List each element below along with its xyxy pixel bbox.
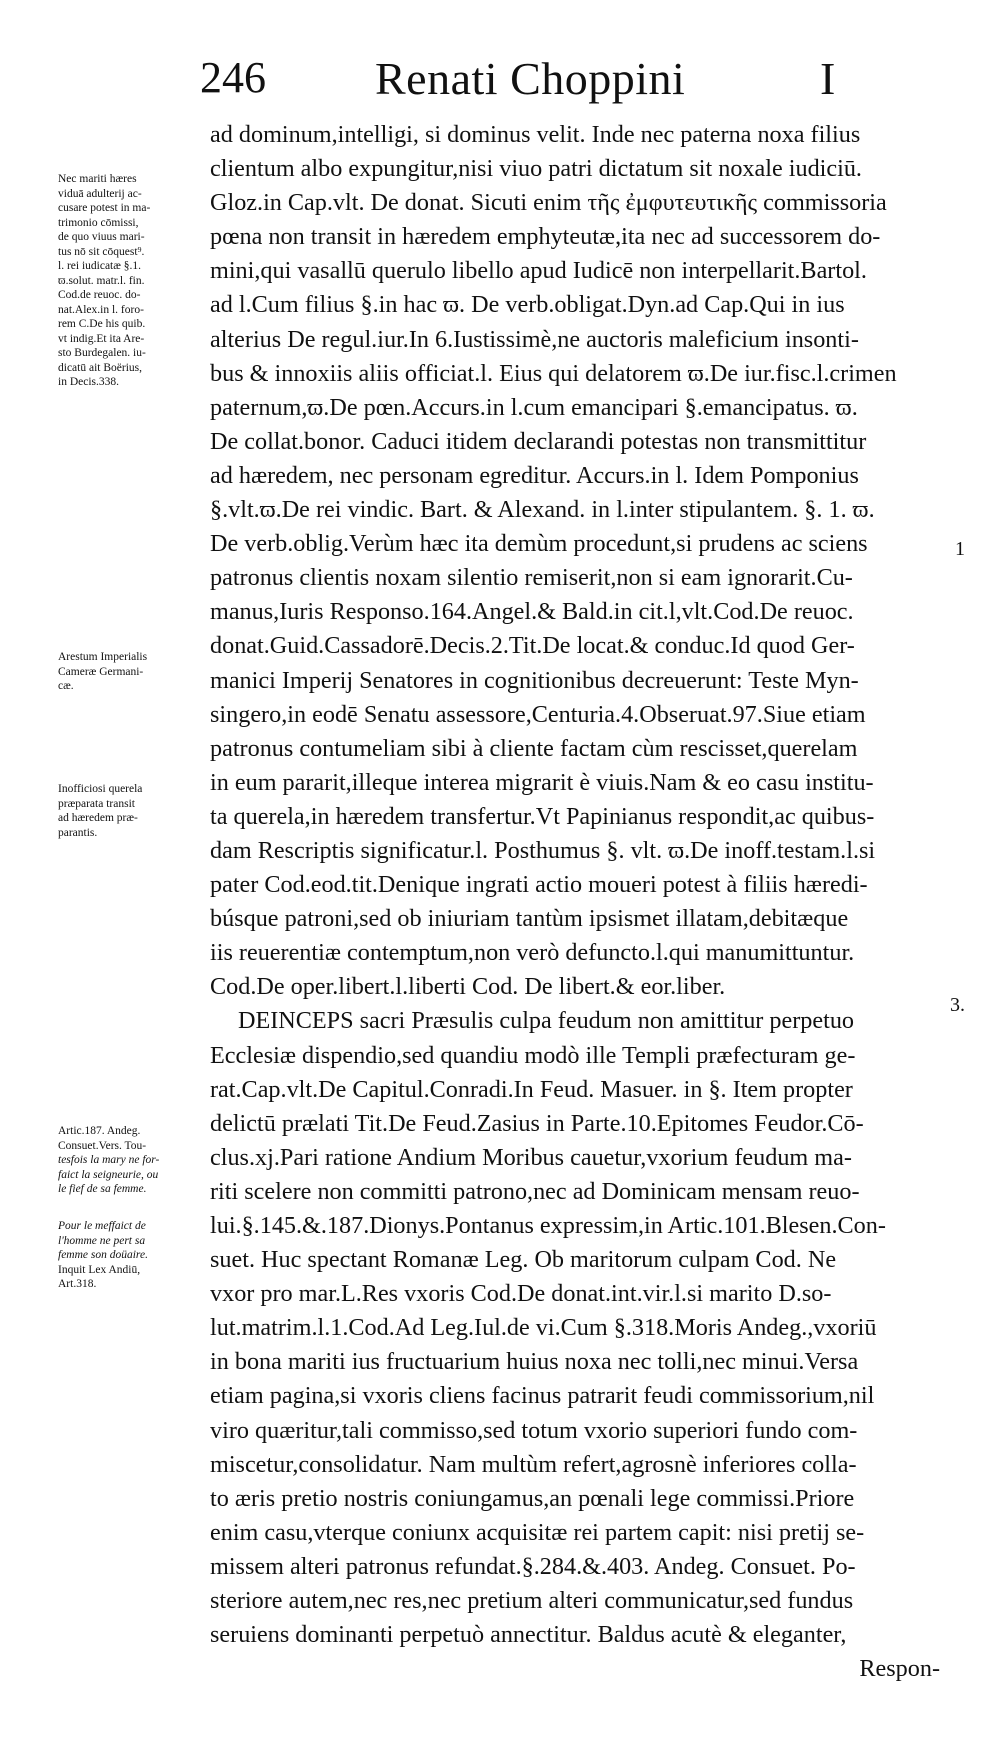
text-line: Ecclesiæ dispendio,sed quandiu modò ille Templi præfecturam ge- — [210, 1041, 856, 1069]
margin-note-heir-adultery — [58, 172, 198, 390]
page-number: 246 — [200, 53, 266, 102]
note-line: ad hæredem præ- — [58, 812, 138, 824]
text-line: enim casu,vterque coniunx acquisitæ rei partem capit: nisi pretij se- — [210, 1518, 865, 1546]
text-line: donat.Guid.Cassadorē.Decis.2.Tit.De locat.& conduc.Id quod Ger- — [210, 632, 855, 660]
note-line: de quo viuus mari- — [58, 231, 145, 243]
note-line: l. rei iudicatæ §.1. — [58, 260, 142, 272]
note-line: sto Burdegalen. iu- — [58, 347, 146, 359]
text-line: dam Rescriptis significatur.l. Posthumus §. vlt. ϖ.De inoff.testam.l.si — [210, 836, 876, 864]
text-line: §.vlt.ϖ.De rei vindic. Bart. & Alexand. in l.inter stipulantem. §. 1. ϖ. — [210, 496, 875, 524]
text-line: paternum,ϖ.De pœn.Accurs.in l.cum emancipari §.emancipatus. ϖ. — [210, 393, 858, 421]
note-line: præparata transit — [58, 797, 135, 810]
paragraph-start-line: DEINCEPS sacri Præsulis culpa feudum non amittitur perpetuo — [238, 1007, 855, 1035]
note-line: Inofficiosi querela — [58, 783, 143, 795]
text-line: singero,in eodē Senatu assessore,Centuria.4.Obseruat.97.Siue etiam — [210, 700, 866, 728]
note-line: viduā adulterij ac- — [58, 187, 142, 200]
margin-note-article-187 — [58, 1124, 198, 1197]
text-line: Cod.De oper.libert.l.liberti Cod. De libert.& eor.liber. — [210, 973, 726, 1001]
note-line: Cod.de reuoc. do- — [58, 289, 141, 301]
note-line: parantis. — [58, 826, 98, 839]
text-line: ad l.Cum filius §.in hac ϖ. De verb.obligat.Dyn.ad Cap.Qui in ius — [210, 291, 845, 319]
note-line: Pour le meffaict de — [58, 1220, 146, 1232]
note-line: Cameræ Germani- — [58, 665, 144, 678]
text-line: clus.xj.Pari ratione Andium Moribus cauetur,vxorium feudum ma- — [210, 1143, 852, 1171]
text-line: missem alteri patronus refundat.§.284.&.403. Andeg. Consuet. Po- — [210, 1552, 856, 1580]
note-line: nat.Alex.in l. foro- — [58, 303, 144, 316]
note-line: Artic.187. Andeg. — [58, 1125, 141, 1137]
note-line: tesfois la mary ne for- — [58, 1154, 160, 1166]
text-line: ad hæredem, nec personam egreditur. Accurs.in l. Idem Pomponius — [210, 461, 859, 489]
text-line: to æris pretio nostris coniungamus,an pœnali lege commissi.Priore — [210, 1484, 855, 1512]
text-line: etiam pagina,si vxoris cliens facinus patrarit feudi commissorium,nil — [210, 1382, 875, 1410]
note-line: femme son doüaire. — [58, 1249, 148, 1261]
note-line: faict la seigneurie, ou — [58, 1168, 159, 1181]
note-line: Consuet.Vers. Tou- — [58, 1139, 147, 1152]
text-line: De collat.bonor. Caduci itidem declarandi potestas non transmittitur — [210, 427, 867, 455]
note-line: l'homme ne pert sa — [58, 1234, 146, 1247]
side-number-3: 3. — [950, 994, 965, 1016]
text-line: iis reuerentiæ contemptum,non verò defuncto.l.qui manumittuntur. — [210, 939, 855, 967]
text-line: in eum pararit,illeque interea migrarit è viuis.Nam & eo casu institu- — [210, 768, 874, 796]
text-line: delictū prælati Tit.De Feud.Zasius in Parte.10.Epitomes Feudor.Cō- — [210, 1109, 864, 1137]
note-line: ϖ.solut. matr.l. fin. — [58, 274, 145, 287]
note-line: cæ. — [58, 680, 74, 692]
text-line: manus,Iuris Responso.164.Angel.& Bald.in cit.l,vlt.Cod.De reuoc. — [210, 598, 854, 626]
note-line: Nec mariti hæres — [58, 173, 137, 185]
text-line: miscetur,consolidatur. Nam multùm refert,agrosnè inferiores colla- — [210, 1450, 857, 1478]
note-line: tus nō sit cōquest⁹. — [58, 245, 145, 258]
text-line: steriore autem,nec res,nec pretium alteri communicatur,sed fundus — [210, 1587, 854, 1615]
header-mark: I — [820, 53, 836, 104]
text-line: ta querela,in hæredem transfertur.Vt Papinianus respondit,ac quibus- — [210, 802, 875, 830]
note-line: cusare potest in ma- — [58, 202, 151, 214]
running-title: Renati Choppini — [375, 53, 686, 104]
text-line: rat.Cap.vlt.De Capitul.Conradi.In Feud. Masuer. in §. Item propter — [210, 1075, 853, 1103]
text-line: De verb.oblig.Verùm hæc ita demùm procedunt,si prudens ac sciens — [210, 530, 868, 558]
text-line: suet. Huc spectant Romanæ Leg. Ob maritorum culpam Cod. Ne — [210, 1246, 837, 1274]
text-line: bus & innoxiis aliis officiat.l. Eius qui delatorem ϖ.De iur.fisc.l.crimen — [210, 359, 897, 387]
text-line: lui.§.145.&.187.Dionys.Pontanus expressim,in Artic.101.Blesen.Con- — [210, 1212, 886, 1239]
text-line: lut.matrim.l.1.Cod.Ad Leg.Iul.de vi.Cum §.318.Moris Andeg.,vxoriū — [210, 1314, 877, 1342]
catchword: Respon- — [859, 1655, 940, 1683]
note-line: dicatū ait Boërius, — [58, 361, 142, 374]
text-line: búsque patroni,sed ob iniuriam tantùm ipsismet illatam,debitæque — [210, 905, 849, 933]
text-line: pater Cod.eod.tit.Denique ingrati actio moueri potest à filiis hæredi- — [210, 871, 868, 899]
text-line: alterius De regul.iur.In 6.Iustissimè,ne auctoris maleficium insonti- — [210, 325, 859, 353]
text-line: riti scelere non committi patrono,nec ad Dominicam mensam reuo- — [210, 1177, 860, 1205]
running-header — [200, 52, 900, 112]
margin-note-dower — [58, 1219, 198, 1292]
text-line: clientum albo expungitur,nisi viuo patri dictatum sit noxale iudiciū. — [210, 155, 862, 183]
note-line: Arestum Imperialis — [58, 651, 148, 663]
note-line: in Decis.338. — [58, 376, 120, 388]
note-line: Art.318. — [58, 1278, 97, 1290]
note-line: rem C.De his quib. — [58, 318, 146, 330]
text-line: in bona mariti ius fructuarium huius noxa nec tolli,nec minui.Versa — [210, 1348, 859, 1376]
text-line: viro quæritur,tali commisso,sed totum vxorio superiori fundo com- — [210, 1416, 858, 1444]
note-line: le fief de sa femme. — [58, 1183, 147, 1195]
text-line: vxor pro mar.L.Res vxoris Cod.De donat.int.vir.l.si marito D.so- — [210, 1280, 832, 1308]
main-text — [210, 118, 940, 1686]
text-line: Gloz.in Cap.vlt. De donat. Sicuti enim τῆς ἐμφυτευτικῆς commissoria — [210, 189, 887, 217]
text-line: seruiens dominanti perpetuò annectitur. Baldus acutè & eleganter, — [210, 1621, 847, 1649]
text-line: pœna non transit in hæredem emphyteutæ,ita nec ad successorem do- — [210, 223, 881, 251]
text-line: ad dominum,intelligi, si dominus velit. Inde nec paterna noxa filius — [210, 121, 861, 148]
margin-note-imperial-chamber — [58, 650, 198, 694]
text-line: manici Imperij Senatores in cognitionibus decreuerunt: Teste Myn- — [210, 666, 859, 694]
note-line: vt indig.Et ita Are- — [58, 332, 145, 345]
text-line: patronus clientis noxam silentio remiserit,non si eam ignorarit.Cu- — [210, 564, 853, 592]
margin-note-inofficious-complaint — [58, 782, 198, 840]
side-number-1: 1 — [955, 538, 965, 560]
note-line: trimonio cōmissi, — [58, 216, 139, 229]
note-line: Inquit Lex Andiū, — [58, 1263, 141, 1276]
text-line: mini,qui vasallū querulo libello apud Iudicē non interpellarit.Bartol. — [210, 257, 867, 285]
text-line: patronus contumeliam sibi à cliente factam cùm rescisset,querelam — [210, 734, 858, 762]
